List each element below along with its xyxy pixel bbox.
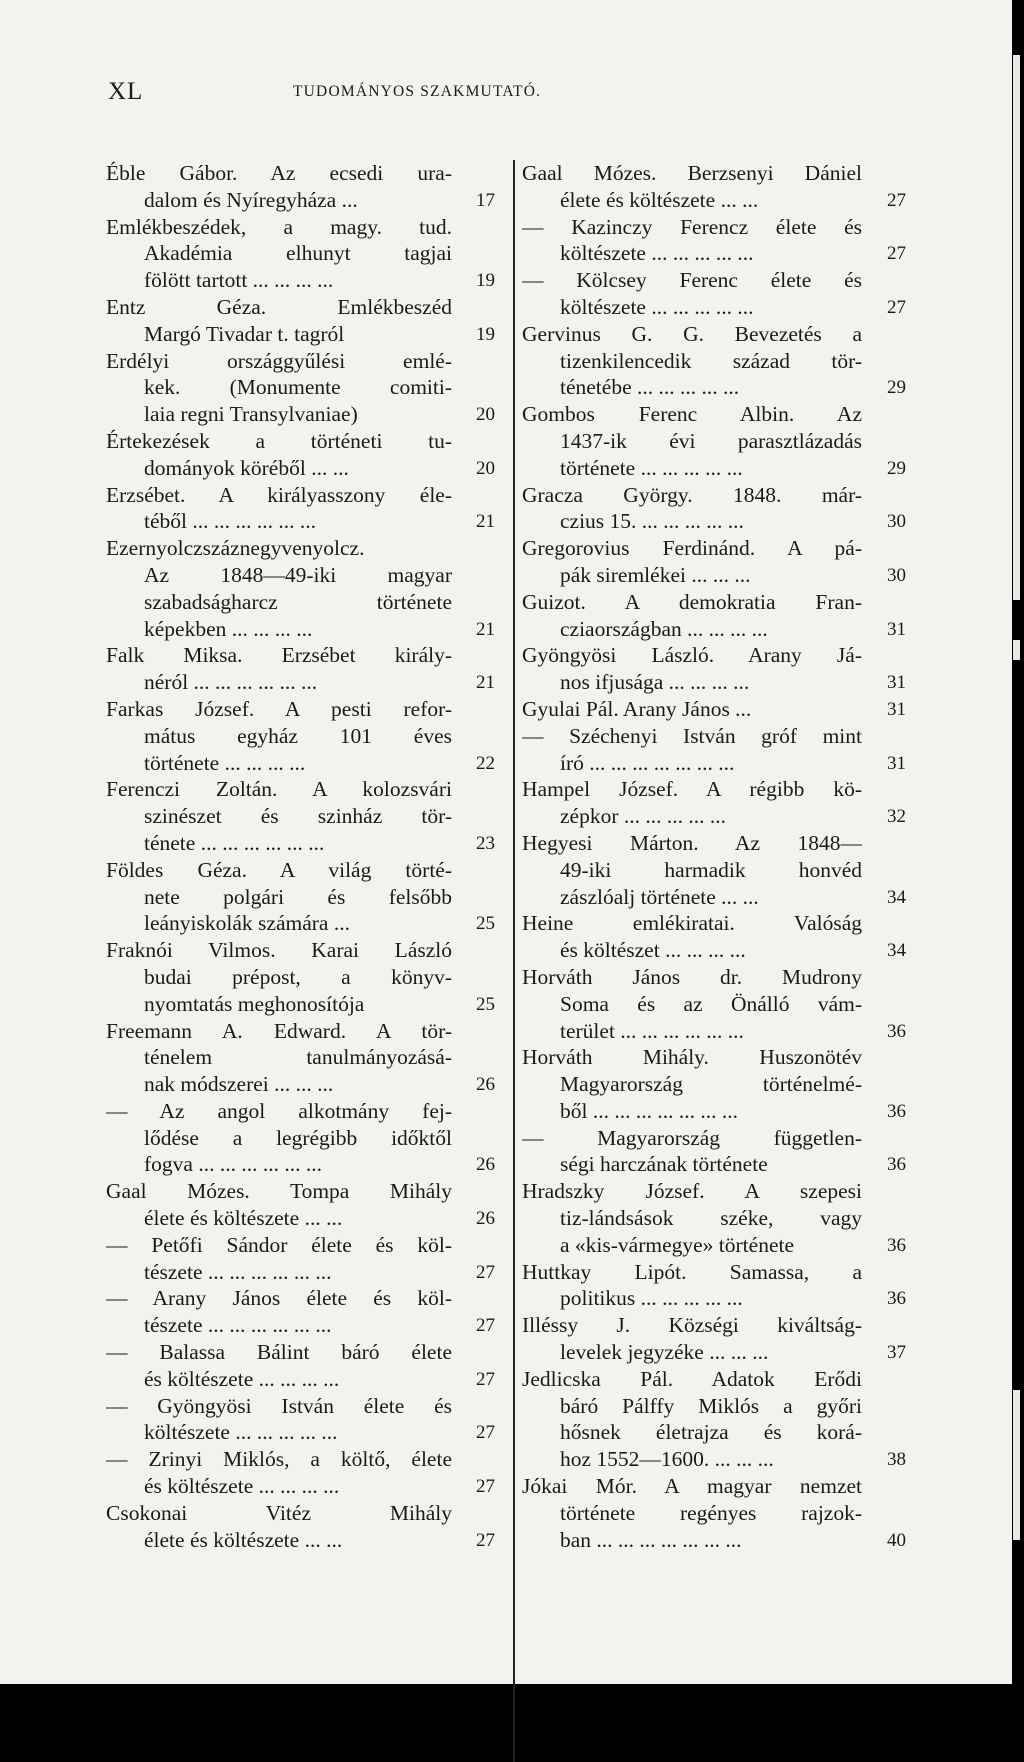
running-title: TUDOMÁNYOS SZAKMUTATÓ.	[293, 83, 542, 100]
index-entry	[106, 294, 506, 348]
entry-line: fölött tartott ... ... ... ...	[144, 268, 334, 293]
entry-page-number: 31	[887, 618, 906, 640]
entry-line: tiz-lándsások széke, vagy	[560, 1206, 862, 1231]
index-entry	[522, 1044, 917, 1124]
entry-page-number: 19	[476, 270, 495, 292]
entry-line: Horváth János dr. Mudrony	[522, 964, 862, 989]
entry-line: Gaal Mózes. Tompa Mihály	[106, 1179, 452, 1204]
page-number: XL	[108, 78, 144, 105]
entry-line: Huttkay Lipót. Samassa, a	[522, 1259, 862, 1284]
entry-page-number: 27	[887, 296, 906, 318]
index-entry	[106, 482, 506, 536]
entry-page-number: 25	[476, 993, 495, 1015]
entry-line: Az 1848—49-iki magyar	[144, 562, 452, 587]
index-entry	[522, 776, 917, 830]
entry-page-number: 36	[887, 1100, 906, 1122]
entry-page-number: 36	[887, 1234, 906, 1256]
entry-page-number: 30	[887, 511, 906, 533]
entry-line: — Kölcsey Ferenc élete és	[522, 268, 862, 293]
entry-line: téből ... ... ... ... ... ...	[144, 509, 316, 534]
entry-line: Soma és az Önálló vám-	[560, 991, 862, 1016]
index-entry	[522, 1312, 917, 1366]
entry-page-number: 30	[887, 564, 906, 586]
entry-line: története ... ... ... ... ...	[560, 455, 743, 480]
entry-line: Freemann A. Edward. A tör-	[106, 1018, 452, 1043]
index-entry	[522, 723, 917, 777]
entry-page-number: 20	[476, 404, 495, 426]
entry-line: Magyarország történelmé-	[560, 1072, 862, 1097]
entry-page-number: 31	[887, 698, 906, 720]
index-entry	[106, 857, 506, 937]
entry-page-number: 34	[887, 886, 906, 908]
entry-line: Emlékbeszédek, a magy. tud.	[106, 214, 452, 239]
entry-line: leányiskolák számára ...	[144, 911, 350, 936]
index-entry	[522, 589, 917, 643]
index-entry	[106, 1339, 506, 1393]
index-entry	[522, 160, 917, 214]
index-entry	[522, 1366, 917, 1473]
entry-page-number: 27	[476, 1422, 495, 1444]
index-entry	[106, 1285, 506, 1339]
entry-line: néról ... ... ... ... ... ...	[144, 670, 318, 695]
entry-page-number: 27	[476, 1529, 495, 1551]
index-entry	[106, 348, 506, 428]
index-entry	[522, 696, 917, 723]
index-entry	[522, 321, 917, 401]
entry-line: a «kis-vármegye» története	[560, 1232, 795, 1257]
entry-line: kek. (Monumente comiti-	[144, 375, 452, 400]
entry-page-number: 27	[887, 243, 906, 265]
entry-line: — Gyöngyösi István élete és	[106, 1393, 452, 1418]
entry-page-number: 26	[476, 1208, 495, 1230]
entry-line: Hampel József. A régibb kö-	[522, 777, 862, 802]
entry-line: ténete ... ... ... ... ... ...	[144, 830, 325, 855]
entry-line: és költészet ... ... ... ...	[560, 938, 746, 963]
index-entry	[106, 160, 506, 214]
entry-line: Gregorovius Ferdinánd. A pá-	[522, 536, 862, 561]
index-entry	[522, 1178, 917, 1258]
entry-page-number: 29	[887, 377, 906, 399]
entry-line: fogva ... ... ... ... ... ...	[144, 1152, 322, 1177]
entry-line: Fraknói Vilmos. Karai László	[106, 938, 452, 963]
entry-line: dományok köréből ... ...	[144, 455, 349, 480]
entry-page-number: 26	[476, 1154, 495, 1176]
index-entry	[106, 214, 506, 294]
entry-line: hősnek életrajza és korá-	[560, 1420, 862, 1445]
entry-page-number: 31	[887, 672, 906, 694]
entry-line: ből ... ... ... ... ... ... ...	[560, 1098, 738, 1123]
entry-line: Hegyesi Márton. Az 1848—	[522, 830, 862, 855]
entry-line: szinészet és szinház tör-	[144, 804, 452, 829]
index-entry	[106, 535, 506, 642]
entry-line: Gyöngyösi László. Arany Já-	[522, 643, 862, 668]
entry-line: Értekezések a történeti tu-	[106, 428, 452, 453]
entry-page-number: 21	[476, 511, 495, 533]
entry-line: levelek jegyzéke ... ... ...	[560, 1340, 769, 1365]
entry-line: lődése a legrégibb időktől	[144, 1125, 452, 1150]
entry-line: Gervinus G. G. Bevezetés a	[522, 321, 862, 346]
entry-line: élete és költészete ... ...	[144, 1206, 343, 1231]
entry-line: és költészete ... ... ... ...	[144, 1366, 340, 1391]
entry-line: Ferenczi Zoltán. A kolozsvári	[106, 777, 452, 802]
entry-line: költészete ... ... ... ... ...	[560, 241, 754, 266]
entry-page-number: 19	[476, 323, 495, 345]
entry-line: Heine emlékiratai. Valóság	[522, 911, 862, 936]
scan-edge-mark	[1013, 640, 1020, 660]
index-entry	[106, 1178, 506, 1232]
index-entry	[522, 214, 917, 268]
entry-page-number: 36	[887, 1288, 906, 1310]
entry-line: 1437-ik évi parasztlázadás	[560, 428, 862, 453]
entry-line: író ... ... ... ... ... ... ...	[560, 750, 735, 775]
index-entry	[106, 1500, 506, 1554]
entry-line: Illéssy J. Községi kiváltság-	[522, 1313, 862, 1338]
entry-page-number: 23	[476, 832, 495, 854]
entry-line: 49-iki harmadik honvéd	[560, 857, 862, 882]
entry-page-number: 26	[476, 1074, 495, 1096]
entry-line: költészete ... ... ... ... ...	[144, 1420, 338, 1445]
entry-line: Guizot. A demokratia Fran-	[522, 589, 862, 614]
entry-line: Gracza György. 1848. már-	[522, 482, 862, 507]
entry-line: budai prépost, a könyv-	[144, 964, 452, 989]
entry-line: — Arany János élete és köl-	[106, 1286, 452, 1311]
entry-line: zépkor ... ... ... ... ...	[560, 804, 726, 829]
index-entry	[522, 1125, 917, 1179]
entry-line: zászlóalj története ... ...	[560, 884, 759, 909]
index-entry	[106, 1098, 506, 1178]
entry-page-number: 36	[887, 1154, 906, 1176]
entry-page-number: 34	[887, 940, 906, 962]
entry-page-number: 25	[476, 913, 495, 935]
entry-page-number: 31	[887, 752, 906, 774]
entry-line: Ezernyolczszáznegyvenyolcz.	[106, 536, 365, 561]
entry-line: szabadságharcz története	[144, 589, 452, 614]
index-entry	[522, 642, 917, 696]
index-entry	[106, 428, 506, 482]
entry-line: ségi harczának története	[560, 1152, 768, 1177]
entry-line: dalom és Nyíregyháza ...	[144, 187, 358, 212]
column-divider	[513, 160, 515, 1762]
entry-line: czius 15. ... ... ... ... ...	[560, 509, 744, 534]
entry-line: Hradszky József. A szepesi	[522, 1179, 862, 1204]
index-entry	[522, 535, 917, 589]
entry-line: élete és költészete ... ...	[144, 1527, 343, 1552]
entry-line: — Széchenyi István gróf mint	[522, 723, 862, 748]
entry-page-number: 40	[887, 1529, 906, 1551]
entry-page-number: 27	[476, 1315, 495, 1337]
entry-line: története regényes rajzok-	[560, 1500, 862, 1525]
entry-line: pák siremlékei ... ... ...	[560, 562, 751, 587]
entry-line: Falk Miksa. Erzsébet király-	[106, 643, 452, 668]
entry-line: Jedlicska Pál. Adatok Erődi	[522, 1366, 862, 1391]
index-entry	[522, 267, 917, 321]
entry-line: nete polgári és felsőbb	[144, 884, 452, 909]
index-column-right	[522, 160, 917, 1553]
entry-page-number: 17	[476, 189, 495, 211]
entry-line: képekben ... ... ... ...	[144, 616, 313, 641]
entry-line: hoz 1552—1600. ... ... ...	[560, 1447, 774, 1472]
entry-page-number: 21	[476, 618, 495, 640]
entry-line: nak módszerei ... ... ...	[144, 1072, 334, 1097]
index-column-left	[106, 160, 506, 1553]
index-entry	[106, 642, 506, 696]
entry-line: — Az angol alkotmány fej-	[106, 1098, 452, 1123]
entry-line: költészete ... ... ... ... ...	[560, 294, 754, 319]
index-entry	[522, 1473, 917, 1553]
entry-line: — Magyarország független-	[522, 1125, 862, 1150]
entry-line: Gaal Mózes. Berzsenyi Dániel	[522, 161, 862, 185]
entry-line: Horváth Mihály. Huszonötév	[522, 1045, 862, 1070]
scan-edge-mark	[1013, 55, 1020, 600]
entry-line: tizenkilencedik század tör-	[560, 348, 862, 373]
entry-line: nyomtatás meghonosítója	[144, 991, 365, 1016]
index-entry	[522, 964, 917, 1044]
entry-line: tészete ... ... ... ... ... ...	[144, 1313, 332, 1338]
entry-line: Akadémia elhunyt tagjai	[144, 241, 452, 266]
entry-line: — Balassa Bálint báró élete	[106, 1340, 452, 1365]
index-entry	[106, 696, 506, 776]
index-entry	[522, 830, 917, 910]
entry-page-number: 38	[887, 1449, 906, 1471]
entry-page-number: 37	[887, 1342, 906, 1364]
entry-line: Jókai Mór. A magyar nemzet	[522, 1474, 862, 1499]
entry-page-number: 27	[476, 1368, 495, 1390]
entry-page-number: 20	[476, 457, 495, 479]
entry-line: báró Pálffy Miklós a győri	[560, 1393, 862, 1418]
index-entry	[106, 937, 506, 1017]
entry-line: ban ... ... ... ... ... ... ...	[560, 1527, 742, 1552]
entry-line: Erdélyi országgyűlési emlé-	[106, 348, 452, 373]
entry-line: politikus ... ... ... ... ...	[560, 1286, 743, 1311]
entry-line: terület ... ... ... ... ... ...	[560, 1018, 744, 1043]
entry-line: élete és költészete ... ...	[560, 187, 759, 212]
entry-page-number: 21	[476, 672, 495, 694]
entry-page-number: 32	[887, 806, 906, 828]
entry-page-number: 27	[476, 1476, 495, 1498]
entry-line: — Zrinyi Miklós, a költő, élete	[106, 1447, 452, 1472]
entry-line: ténelem tanulmányozásá-	[144, 1045, 452, 1070]
entry-line: és költészete ... ... ... ...	[144, 1474, 340, 1499]
index-entry	[522, 401, 917, 481]
entry-line: Földes Géza. A világ törté-	[106, 857, 452, 882]
entry-line: — Petőfi Sándor élete és köl-	[106, 1232, 452, 1257]
entry-line: Entz Géza. Emlékbeszéd	[106, 294, 452, 319]
entry-line: nos ifjusága ... ... ... ...	[560, 670, 750, 695]
entry-line: laia regni Transylvaniae)	[144, 402, 358, 427]
entry-page-number: 22	[476, 752, 495, 774]
index-entry	[106, 1018, 506, 1098]
entry-page-number: 36	[887, 1020, 906, 1042]
page-header	[0, 78, 1012, 108]
entry-line: cziaországban ... ... ... ...	[560, 616, 768, 641]
entry-line: Margó Tivadar t. tagról	[144, 321, 345, 346]
index-entry	[106, 1446, 506, 1500]
index-entry	[522, 1259, 917, 1313]
index-entry	[106, 1232, 506, 1286]
entry-line: Gyulai Pál. Arany János ...	[522, 696, 752, 721]
index-entry	[522, 482, 917, 536]
entry-line: története ... ... ... ...	[144, 750, 306, 775]
entry-page-number: 27	[476, 1261, 495, 1283]
entry-page-number: 27	[887, 189, 906, 211]
index-entry	[106, 776, 506, 856]
entry-line: Erzsébet. A királyasszony éle-	[106, 482, 452, 507]
entry-line: tészete ... ... ... ... ... ...	[144, 1259, 332, 1284]
entry-line: Csokonai Vitéz Mihály	[106, 1500, 452, 1525]
entry-line: Éble Gábor. Az ecsedi ura-	[106, 161, 452, 185]
entry-line: Farkas József. A pesti refor-	[106, 696, 452, 721]
entry-line: Gombos Ferenc Albin. Az	[522, 402, 862, 427]
index-entry	[522, 910, 917, 964]
entry-line: mátus egyház 101 éves	[144, 723, 452, 748]
entry-line: — Kazinczy Ferencz élete és	[522, 214, 862, 239]
index-entry	[106, 1393, 506, 1447]
entry-page-number: 29	[887, 457, 906, 479]
scan-edge-mark	[1013, 1390, 1020, 1540]
entry-line: ténetébe ... ... ... ... ...	[560, 375, 740, 400]
